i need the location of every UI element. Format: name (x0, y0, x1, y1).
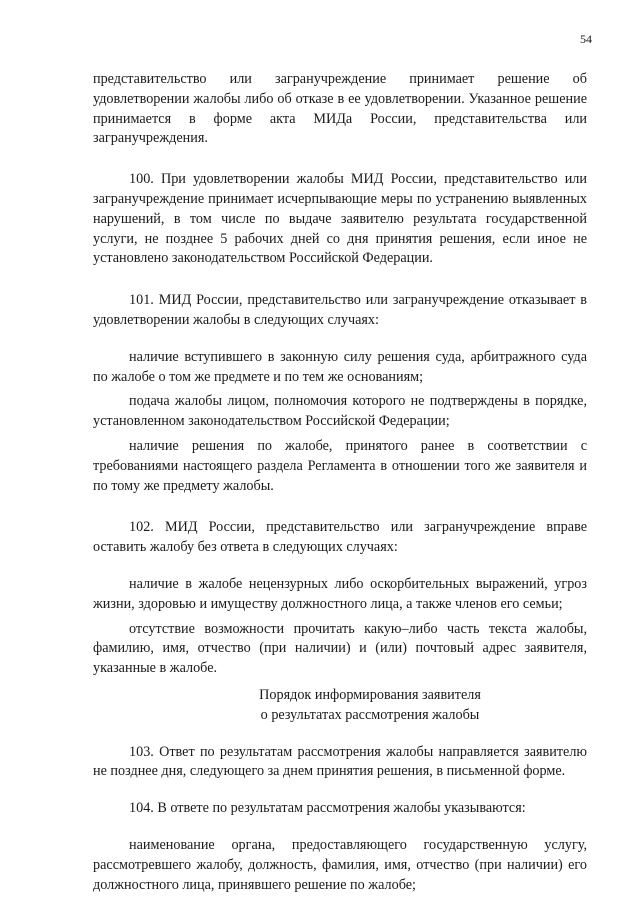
document-body (93, 70, 587, 895)
section-heading-line-1: Порядок информирования заявителя (259, 686, 481, 703)
paragraph-continuation: представительство или загранучреждение принимает решение об удовлетворении жалобы либо об отказе в ее удовлетворении. Указанное решение принимается в форме акта МИДа России, представительства или загранучреждения. (93, 71, 587, 147)
paragraph-101: 101. МИД России, представительство или загранучреждение отказывает в удовлетворении жалобы в следующих случаях: (93, 292, 587, 328)
page-number: 54 (580, 32, 592, 46)
list-item-court-decision: наличие вступившего в законную силу решения суда, арбитражного суда по жалобе о том же предмете и по тем же основаниям; (93, 348, 587, 385)
paragraph-104: 104. В ответе по результатам рассмотрения жалобы указываются: (129, 800, 526, 817)
list-item-offensive-language: наличие в жалобе нецензурных либо оскорбительных выражений, угроз жизни, здоровью и имуществу должностного лица, а также членов его семьи; (93, 575, 587, 612)
paragraph-100: 100. При удовлетворении жалобы МИД России, представительство или загранучреждение принимает исчерпывающие меры по устранению выявленных нарушений, в том числе по выдаче заявителю результата государственной услуги, не позднее 5 рабочих дней со дня принятия решения, если иное не установлено законодательством Российской Федерации. (93, 171, 587, 267)
list-item-unreadable-text: отсутствие возможности прочитать какую–либо часть текста жалобы, фамилию, имя, отчество (при наличии) и (или) почтовый адрес заявителя, указанные в жалобе. (93, 620, 587, 677)
list-item-authority-name: наименование органа, предоставляющего государственную услугу, рассмотревшего жалобу, должность, фамилия, имя, отчество (при наличии) его должностного лица, принявшего решение по жалобе; (93, 836, 587, 893)
section-heading (153, 686, 587, 726)
paragraph-102: 102. МИД России, представительство или загранучреждение вправе оставить жалобу без ответа в следующих случаях: (93, 519, 587, 556)
list-item-unconfirmed-authority: подача жалобы лицом, полномочия которого не подтверждены в порядке, установленном законодательством Российской Федерации; (93, 393, 587, 430)
section-heading-line-2: о результатах рассмотрения жалобы (260, 706, 480, 723)
paragraph-103: 103. Ответ по результатам рассмотрения жалобы направляется заявителю не позднее дня, следующего за днем принятия решения, в письменной форме. (93, 743, 587, 780)
list-item-prior-decision: наличие решения по жалобе, принятого ранее в соответствии с требованиями настоящего раздела Регламента в отношении того же заявителя и по тому же предмету жалобы. (93, 437, 587, 494)
